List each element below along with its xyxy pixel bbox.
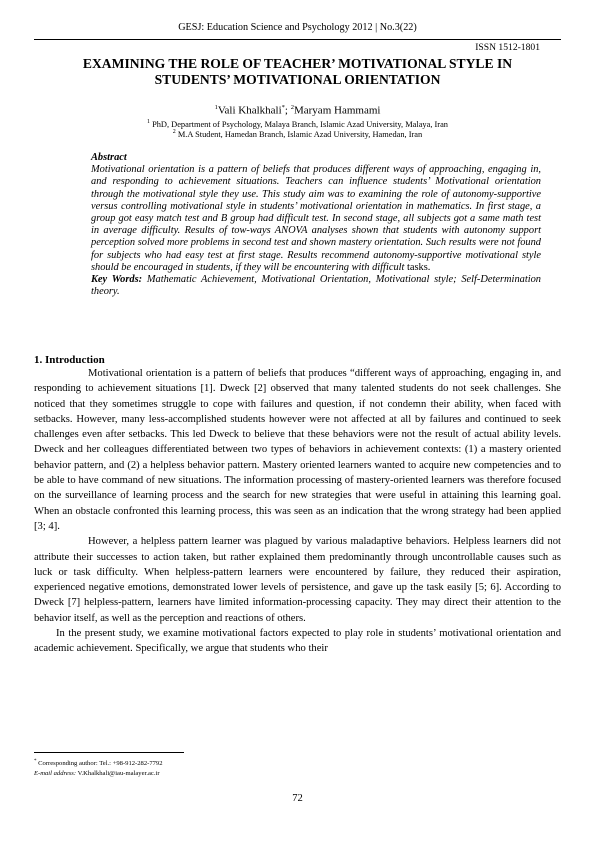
abstract-body [91,164,541,274]
abstract-text-end: tasks. [407,261,431,273]
abstract-block [91,152,541,298]
footnote-rule [34,752,184,753]
affiliation-1-text: PhD, Department of Psychology, Malaya Branch, Islamic Azad University, Malaya, Iran [149,119,448,129]
intro-paragraph-3: In the present study, we examine motivational factors expected to play role in students’ motivational orientation and academic achievement. Specifically, we argue that students who their [34,628,561,655]
title-line-2: STUDENTS’ MOTIVATIONAL ORIENTATION [154,71,441,87]
footnote-mark: * [34,759,37,764]
author2-name: Maryam Hammami [293,104,381,117]
article-title [45,56,550,87]
page-number: 72 [292,793,303,804]
section-heading-introduction: 1. Introduction [34,354,105,366]
header-rule [34,39,561,40]
footnote-email-label: E-mail address: [34,770,77,778]
intro-paragraph-2: However, a helpless pattern learner was plagued by various maladaptive behaviors. Helpless learners did not attribute their successes to action taken, but rather explained them predominantly through uncontrollable causes such as luck or task difficulty. When helpless-pattern learners were encountered by failure, they reduced their aspiration, experienced negative emotions, demonstrated lower levels of persistence, and gave up the task easily [5; 6]. According to Dweck [7] helpless-pattern, learners have limited information-processing capacity. They may direct their attention to the behavior itself, as well as the perception and reactions of others. [34,536,561,624]
affiliation-2-text: M.A Student, Hamedan Branch, Islamic Azad University, Hamedan, Iran [175,129,423,139]
affiliation-2 [0,127,595,140]
abstract-heading: Abstract [91,152,127,163]
footnote-email [34,769,163,779]
issn: ISSN 1512-1801 [475,42,540,53]
footnote-email-address: V.Khalkhali@iau-malayer.ac.ir [76,770,160,778]
keywords-text: Mathematic Achievement, Motivational Orientation, Motivational style; Self-Determination theory. [91,274,541,298]
author-separator: ; [284,104,291,117]
keywords-label: Key Words: [91,274,143,286]
intro-paragraph-1: Motivational orientation is a pattern of beliefs that produces “different ways of approaching, engaging in, and responding to achievement situations [1]. Dweck [2] observed that many talented students do not seek challenges. She noticed that they sometimes struggle to cope with failures and question, if not condemn their ability, when faced with setbacks. However, many less-accomplished students however were not affected at all by failures and continued to seek challenges even after setbacks. This led Dweck to believe that these behaviors were not the result of actual ability levels. Dweck and her colleagues differentiated between two types of behaviors in achievement contexts: (1) a mastery oriented behavior pattern, and (2) a helpless behavior pattern. Mastery oriented learners wanted to acquire new competencies and to be able to have command of new situations. The information processing of mastery-oriented learners was therefore focused on the surveillance of learning process and the search for new strategies that were useful in attaining this learning goal. When an obstacle confronted this learning process, this was seen as an indication that the wrong strategy had been applied [3; 4]. [34,368,561,532]
affiliation-1-mark: 1 [146,119,150,125]
affiliation-2-mark: 2 [172,129,176,135]
corresponding-mark: * [281,104,285,111]
author1-affiliation-mark: 1 [214,104,218,111]
title-line-1: EXAMINING THE ROLE OF TEACHER’ MOTIVATIONAL STYLE IN [82,56,513,71]
introduction-body [34,366,561,657]
author2-affiliation-mark: 2 [290,104,294,111]
author1-name: Vali Khalkhali [217,104,282,117]
abstract-text: Motivational orientation is a pattern of beliefs that produces different ways of approaching, engaging in, and responding to achievement situations. Teachers can influence students’ Motivational orientation through the motivational style they use. This study aim was to examining the role of autonomy-supportive versus controlling motivational style in students’ motivational orientation in mathematics. In first stage, a group got easy match test and B group had difficult test. In second stage, all subjects got a same math test in average difficulty. Results of tow-ways ANOVA analyses shown that students with autonomy support perception solved more problems in second test and shown mastery orientation. Such results were not found for subjects who had easy test at first stage. Results recommend autonomy-supportive motivational style should be encouraged in students, if they will be encountering with difficult [91,164,541,273]
keywords [91,274,541,298]
footnote-corresponding-text: Corresponding author: Tel.: +98-912-282-7792 [36,760,163,768]
author-list [0,101,595,118]
running-head: GESJ: Education Science and Psychology 2012 | No.3(22) [178,22,417,33]
footnote [34,757,163,779]
footnote-corresponding [34,757,163,769]
